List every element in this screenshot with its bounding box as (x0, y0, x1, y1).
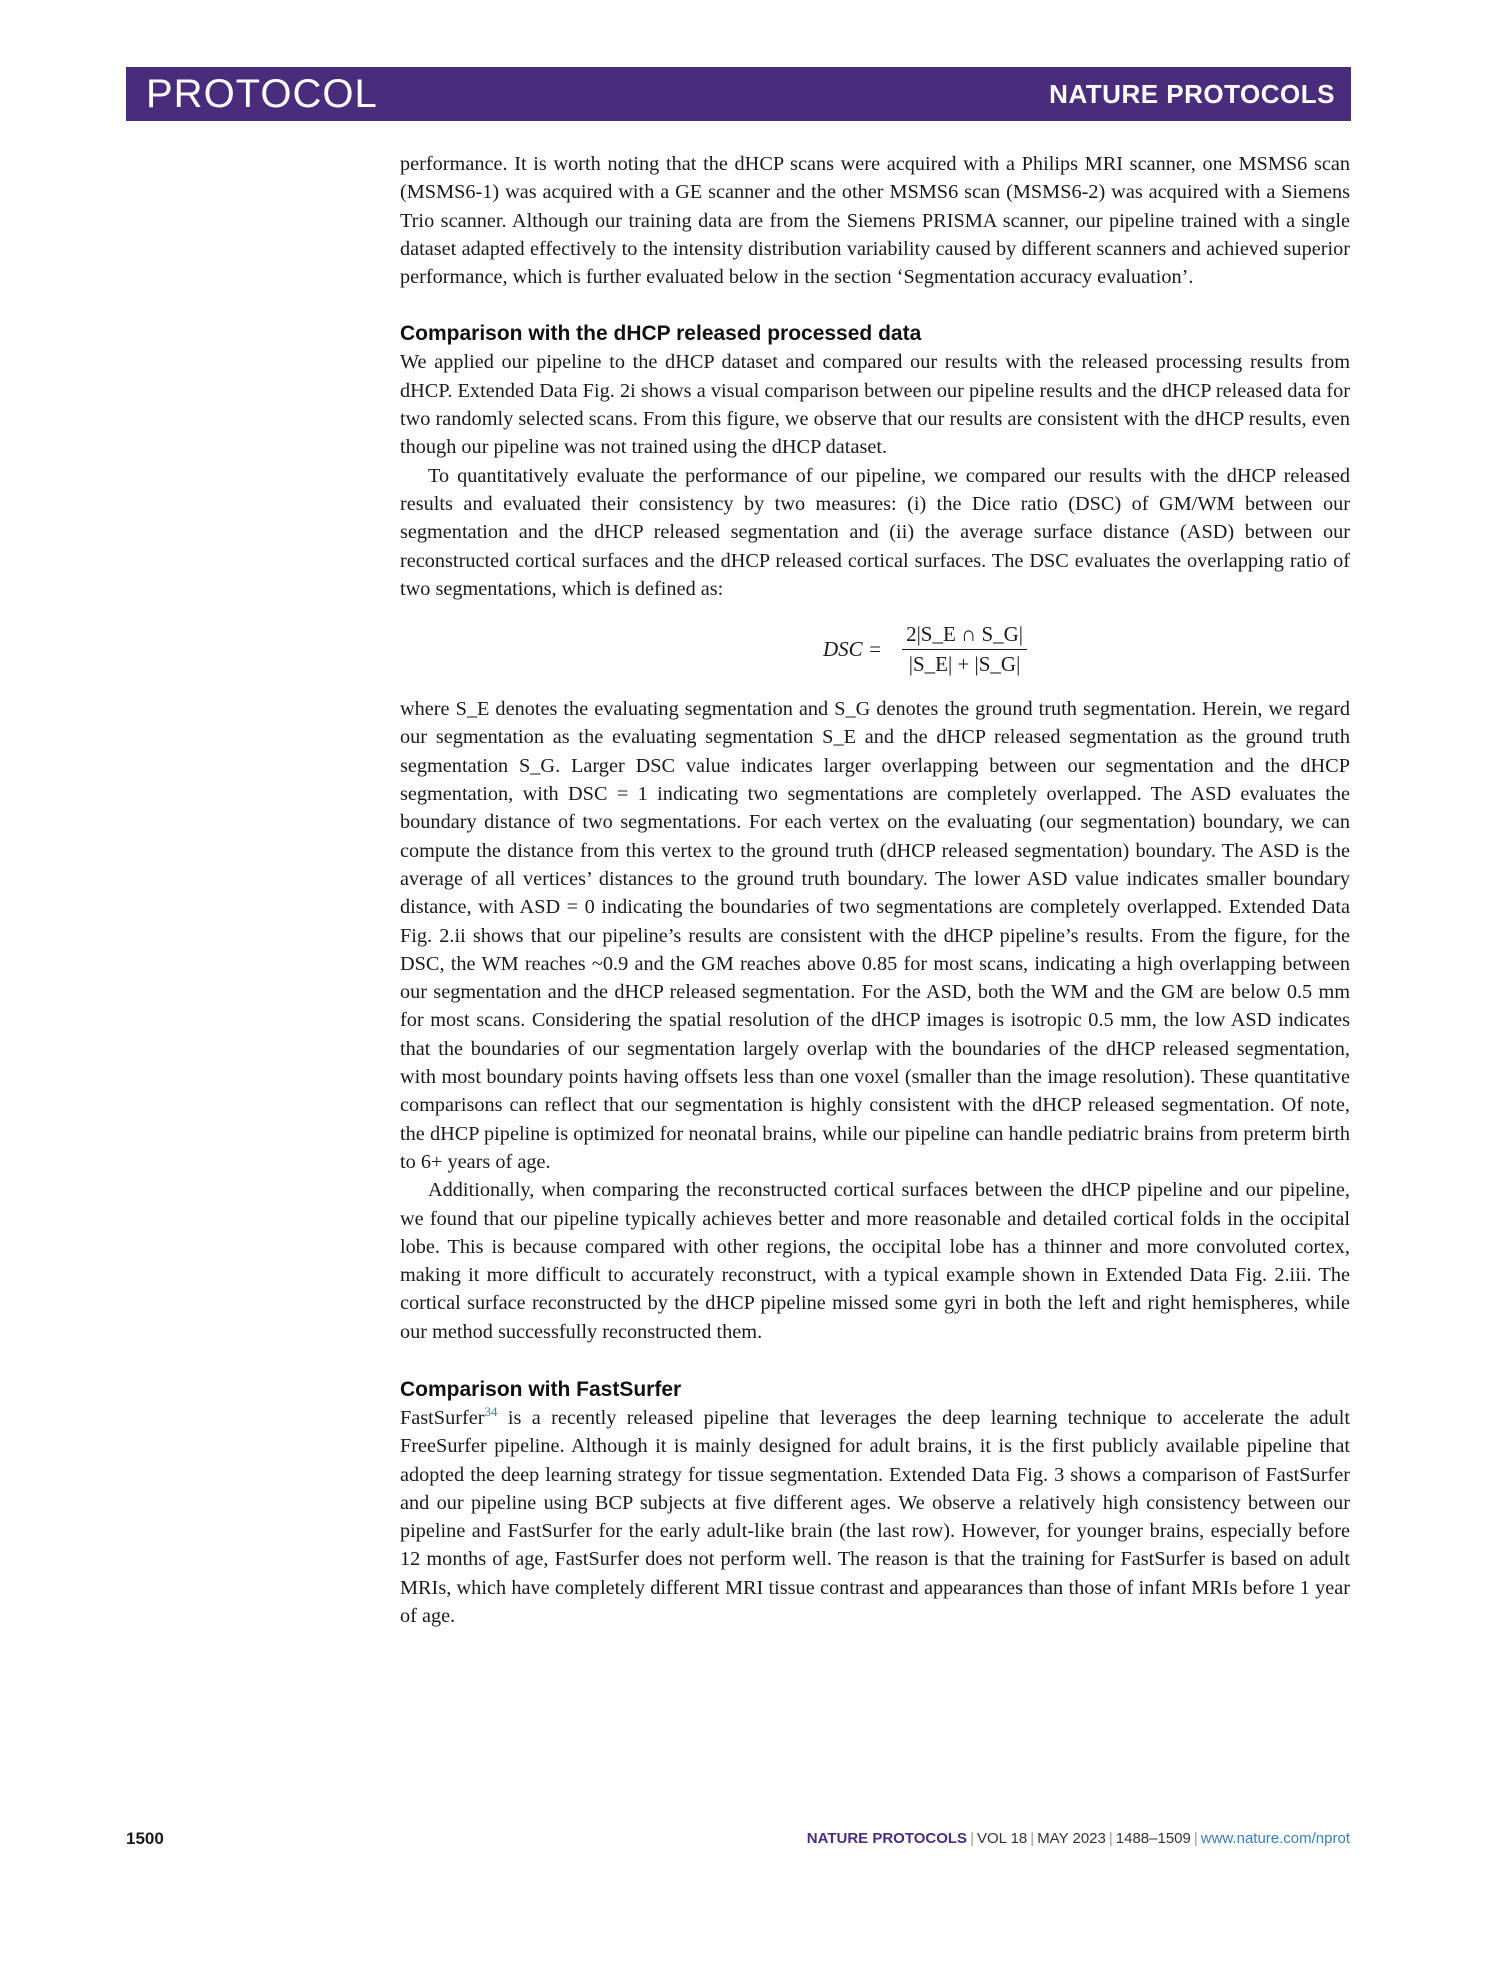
section-dhcp-comparison (400, 320, 1350, 1346)
article-body (400, 150, 1350, 1630)
section-fastsurfer-comparison (400, 1376, 1350, 1630)
section-heading-dhcp: Comparison with the dHCP released processed data (400, 322, 922, 346)
paragraph-fastsurfer-1 (400, 1404, 1350, 1630)
footer-date: MAY 2023 (1037, 1830, 1106, 1847)
section-heading-fastsurfer: Comparison with FastSurfer (400, 1377, 682, 1401)
dsc-equation (400, 603, 1350, 695)
paragraph-dhcp-4: Additionally, when comparing the reconstructed cortical surfaces between the dHCP pipeline and our pipeline, we found that our pipeline typically achieves better and more reasonable and detailed cortical folds in the occipital lobe. This is because compared with other regions, the occipital lobe has a thinner and more convoluted cortex, making it more difficult to accurately reconstruct, with a typical example shown in Extended Data Fig. 2.iii. The cortical surface reconstructed by the dHCP pipeline missed some gyri in both the left and right hemispheres, while our method successfully reconstructed them. (400, 1179, 1350, 1343)
footer-citation: NATURE PROTOCOLS | VOL 18 | MAY 2023 | 1488–1509 | www.nature.com/nprot (806, 1830, 1350, 1847)
equation-fraction (902, 622, 1027, 677)
footer-journal-name: NATURE PROTOCOLS (806, 1830, 968, 1847)
footer-volume: VOL 18 (976, 1830, 1028, 1847)
intro-paragraph: performance. It is worth noting that the dHCP scans were acquired with a Philips MRI scanner, one MSMS6 scan (MSMS6-1) was acquired with a GE scanner and the other MSMS6 scan (MSMS6-2) was acquired with a Siemens Trio scanner. Although our training data are from the Siemens PRISMA scanner, our pipeline trained with a single dataset adapted effectively to the intensity distribution variability caused by different scanners and achieved superior performance, which is further evaluated below in the section ‘Segmentation accuracy evaluation’. (400, 153, 1350, 289)
footer-pages: 1488–1509 (1115, 1830, 1191, 1847)
fastsurfer-term: FastSurfer (400, 1406, 485, 1429)
fastsurfer-text: is a recently released pipeline that leverages the deep learning technique to accelerate the adult FreeSurfer pipeline. Although it is mainly designed for adult brains, it is the first publicly available pipeline that adopted the deep learning strategy for tissue segmentation. Extended Data Fig. 3 shows a comparison of FastSurfer and our pipeline using BCP subjects at five different ages. We observe a relatively high consistency between our pipeline and FastSurfer for the early adult-like brain (the last row). However, for younger brains, especially before 12 months of age, FastSurfer does not perform well. The reason is that the training for FastSurfer is based on adult MRIs, which have completely different MRI tissue contrast and appearances than those of infant MRIs before 1 year of age. (400, 1406, 1350, 1628)
footer-url[interactable]: www.nature.com/nprot (1200, 1830, 1350, 1847)
equation-lhs: DSC = (822, 636, 883, 661)
article-type-label: PROTOCOL (146, 71, 378, 116)
reference-link[interactable]: 34 (484, 1404, 498, 1420)
paragraph-dhcp-2: To quantitatively evaluate the performance of our pipeline, we compared our results with the dHCP released results and evaluated their consistency by two measures: (i) the Dice ratio (DSC) of GM/WM between our segmentation and the dHCP released segmentation and (ii) the average surface distance (ASD) between our reconstructed cortical surfaces and the dHCP released cortical surfaces. The DSC evaluates the overlapping ratio of two segmentations, which is defined as: (400, 464, 1350, 600)
page-number: 1500 (126, 1829, 164, 1848)
equation-numerator: 2|S_E ∩ S_G| (902, 622, 1027, 650)
header-bar (126, 67, 1351, 121)
equation-denominator: |S_E| + |S_G| (908, 651, 1021, 676)
journal-name-header: NATURE PROTOCOLS (1049, 78, 1335, 109)
paragraph-dhcp-3: where S_E denotes the evaluating segmentation and S_G denotes the ground truth segmentation. Herein, we regard our segmentation as the evaluating segmentation S_E and the dHCP released segmentation as the ground truth segmentation S_G. Larger DSC value indicates larger overlapping between our segmentation and the dHCP segmentation, with DSC = 1 indicating two segmentations are completely overlapped. The ASD evaluates the boundary distance of two segmentations. For each vertex on the evaluating (our segmentation) boundary, we can compute the distance from this vertex to the ground truth (dHCP released segmentation) boundary. The ASD is the average of all vertices’ distances to the ground truth boundary. The lower ASD value indicates smaller boundary distance, with ASD = 0 indicating the boundaries of two segmentations are completely overlapped. Extended Data Fig. 2.ii shows that our pipeline’s results are consistent with the dHCP pipeline’s results. From the figure, for the DSC, the WM reaches ~0.9 and the GM reaches above 0.85 for most scans, indicating a high overlapping between our segmentation and the dHCP released segmentation. For the ASD, both the WM and the GM are below 0.5 mm for most scans. Considering the spatial resolution of the dHCP images is isotropic 0.5 mm, the low ASD indicates that the boundaries of our segmentation largely overlap with the boundaries of the dHCP released segmentation, with most boundary points having offsets less than one voxel (smaller than the image resolution). These quantitative comparisons can reflect that our segmentation is highly consistent with the dHCP released segmentation. Of note, the dHCP pipeline is optimized for neonatal brains, while our pipeline can handle pediatric brains from preterm birth to 6+ years of age. (400, 698, 1350, 1173)
paragraph-dhcp-1: We applied our pipeline to the dHCP dataset and compared our results with the released processing results from dHCP. Extended Data Fig. 2i shows a visual comparison between our pipeline results and the dHCP released data for two randomly selected scans. From this figure, we observe that our results are consistent with the dHCP results, even though our pipeline was not trained using the dHCP dataset. (400, 351, 1350, 459)
